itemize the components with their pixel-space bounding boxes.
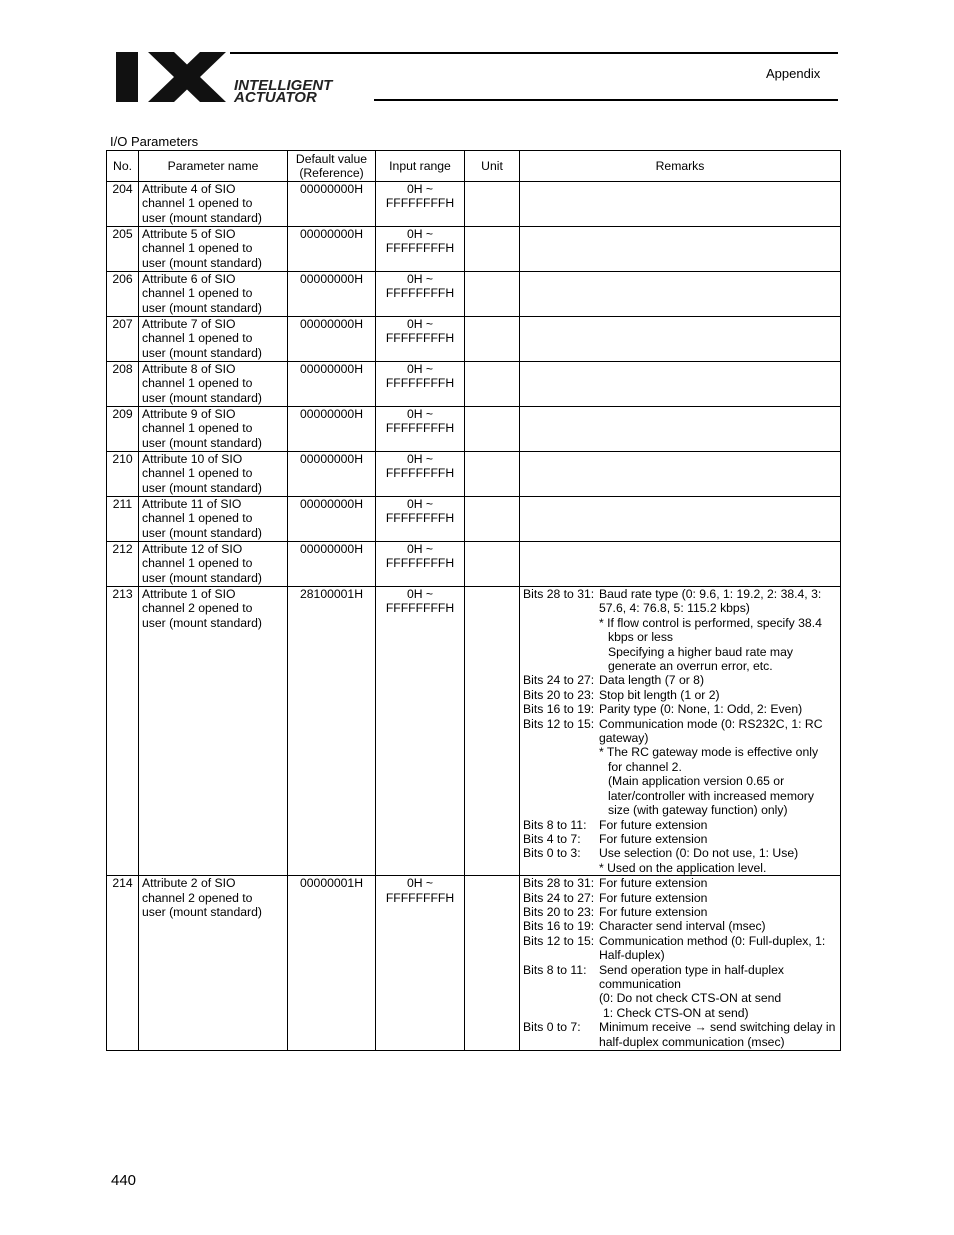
range-line: 0H ~ [406,227,434,241]
io-parameters-table [106,150,841,1051]
cell-default-value: 00000000H [288,182,376,227]
remark-line [523,659,837,673]
cell-default-value: 00000000H [288,497,376,542]
name-line: channel 2 opened to [142,601,253,616]
cell-remarks [520,362,841,407]
cell-input-range [376,227,465,272]
remark-bits [523,991,599,1005]
name-line: Attribute 6 of SIO [142,272,236,286]
cell-unit [465,542,520,587]
remark-line [523,702,837,716]
table-row [107,227,841,272]
header-default-line2: (Reference) [299,166,364,180]
cell-input-range [376,182,465,227]
table-header-row [107,151,841,182]
name-line: user (mount standard) [142,435,262,450]
name-line: user (mount standard) [142,390,262,405]
cell-remarks [520,452,841,497]
range-line: 0H ~ [406,876,434,891]
ix-logo [114,52,398,104]
name-line: Attribute 1 of SIO [142,587,236,601]
remark-line [523,876,837,890]
cell-unit [465,227,520,272]
cell-default-value: 00000001H [288,876,376,1051]
remark-text: Minimum receive → send switching delay in half-duplex communication (msec) [599,1020,836,1049]
range-line: 0H ~ [406,317,434,331]
remark-line [523,1020,837,1049]
remark-text: Baud rate type (0: 9.6, 1: 19.2, 2: 38.4, 3: 57.6, 4: 76.8, 5: 115.2 kbps) [599,587,822,616]
name-line: channel 1 opened to [142,331,253,346]
range-line: FFFFFFFFH [385,466,455,481]
remark-bits [523,659,599,673]
table-row [107,876,841,1051]
remark-bits: Bits 28 to 31: [523,587,595,601]
cell-parameter-name [139,542,288,587]
remark-line [523,789,837,803]
remark-bits [523,1006,599,1020]
remark-bits: Bits 12 to 15: [523,716,595,731]
cell-input-range [376,542,465,587]
remark-line [523,688,837,702]
remark-text: * If flow control is performed, specify 38.4 [599,615,822,630]
remark-line [523,861,837,875]
range-line: 0H ~ [406,407,434,421]
remark-text: Send operation type in half-duplex communication [599,962,784,991]
cell-parameter-name [139,587,288,876]
range-line: 0H ~ [406,587,434,601]
header-rule-top [230,52,838,54]
remark-bits [523,774,599,788]
name-line: Attribute 11 of SIO [142,497,242,511]
name-line: user (mount standard) [142,525,262,540]
remark-text: for channel 2. [608,759,682,774]
remark-line [523,645,837,659]
range-line: 0H ~ [406,182,434,196]
cell-unit [465,587,520,876]
section-label: Appendix [766,66,821,81]
remark-line [523,717,837,746]
range-line: FFFFFFFFH [385,511,455,526]
cell-remarks [520,317,841,362]
cell-parameter-name [139,407,288,452]
remark-text: Use selection (0: Do not use, 1: Use) [599,846,799,861]
table-row [107,452,841,497]
remark-text: For future extension [599,831,708,846]
cell-input-range [376,272,465,317]
header-no: No. [107,151,139,182]
remark-line [523,818,837,832]
cell-parameter-name [139,182,288,227]
page-number: 440 [111,1172,137,1189]
logo-i-bar [116,52,138,102]
remark-text: Stop bit length (1 or 2) [599,687,720,702]
remark-line [523,616,837,630]
range-line: 0H ~ [406,362,434,376]
name-line: Attribute 12 of SIO [142,542,243,556]
cell-input-range [376,317,465,362]
remark-bits: Bits 20 to 23: [523,687,595,702]
remark-text: kbps or less [608,630,674,645]
remark-line [523,774,837,788]
cell-input-range [376,362,465,407]
logo-brand-line2: ACTUATOR [234,89,317,104]
cell-remarks [520,497,841,542]
name-line: user (mount standard) [142,570,262,585]
cell-remarks [520,182,841,227]
logo-brand-line1: INTELLIGENT [234,77,333,94]
name-line: Attribute 7 of SIO [142,317,236,331]
range-line: 0H ~ [406,542,434,556]
name-line: user (mount standard) [142,615,262,630]
table-row [107,542,841,587]
table-row [107,272,841,317]
remark-text: Communication mode (0: RS232C, 1: RC gateway) [599,716,823,746]
name-line: user (mount standard) [142,210,262,225]
remark-text: Specifying a higher baud rate may [608,644,793,659]
remark-bits: Bits 0 to 3: [523,846,581,861]
cell-unit [465,182,520,227]
remark-bits: Bits 16 to 19: [523,702,595,717]
header-default-line1: Default value [295,151,368,166]
cell-input-range [376,587,465,876]
remark-text: For future extension [599,817,708,832]
name-line: user (mount standard) [142,480,262,495]
remark-text: (0: Do not check CTS-ON at send [599,991,782,1006]
range-line: FFFFFFFFH [385,890,455,905]
remark-text: Data length (7 or 8) [599,673,705,688]
cell-unit [465,876,520,1051]
range-line: FFFFFFFFH [385,421,455,436]
range-line: FFFFFFFFH [385,196,455,211]
header-parameter-name: Parameter name [139,151,288,182]
range-line: 0H ~ [406,497,434,511]
remark-line [523,630,837,644]
remark-bits: Bits 8 to 11: [523,962,587,977]
cell-no: 209 [107,407,139,452]
header-default-value [288,151,376,182]
name-line: channel 2 opened to [142,890,253,905]
cell-unit [465,272,520,317]
remark-line [523,803,837,817]
remark-text: For future extension [599,890,708,905]
name-line: channel 1 opened to [142,286,253,301]
cell-no: 213 [107,587,139,876]
cell-parameter-name [139,362,288,407]
range-line: FFFFFFFFH [385,556,455,571]
cell-unit [465,497,520,542]
remark-text: * The RC gateway mode is effective only [599,745,819,760]
cell-parameter-name [139,272,288,317]
cell-no: 205 [107,227,139,272]
name-line: Attribute 9 of SIO [142,407,236,421]
cell-unit [465,317,520,362]
cell-unit [465,452,520,497]
cell-no: 214 [107,876,139,1051]
name-line: channel 1 opened to [142,556,253,571]
name-line: channel 1 opened to [142,196,253,211]
header-input-range: Input range [376,151,465,182]
remark-bits: Bits 24 to 27: [523,890,595,905]
cell-no: 208 [107,362,139,407]
remark-line [523,760,837,774]
name-line: channel 1 opened to [142,241,253,256]
name-line: Attribute 8 of SIO [142,362,236,376]
remark-text: generate an overrun error, etc. [608,659,773,674]
remark-text: For future extension [599,876,708,891]
cell-remarks [520,587,841,876]
name-line: user (mount standard) [142,904,262,919]
cell-parameter-name [139,227,288,272]
range-line: FFFFFFFFH [385,286,455,301]
remark-bits [523,789,599,803]
remark-line [523,745,837,759]
name-line: channel 1 opened to [142,511,253,526]
remark-line [523,919,837,933]
cell-remarks [520,227,841,272]
remark-line [523,891,837,905]
cell-remarks [520,876,841,1051]
remark-bits: Bits 24 to 27: [523,673,595,688]
remark-bits: Bits 0 to 7: [523,1020,581,1035]
remark-line [523,673,837,687]
remark-bits [523,803,599,817]
range-line: FFFFFFFFH [385,241,455,256]
remark-bits: Bits 8 to 11: [523,817,587,832]
remark-line [523,587,837,616]
name-line: user (mount standard) [142,345,262,360]
remark-bits [523,630,599,644]
cell-remarks [520,407,841,452]
remark-text: 1: Check CTS-ON at send) [603,1005,749,1020]
remark-bits: Bits 12 to 15: [523,933,595,948]
cell-no: 212 [107,542,139,587]
table-row [107,497,841,542]
remark-line [523,934,837,963]
cell-input-range [376,497,465,542]
cell-input-range [376,876,465,1051]
cell-default-value: 00000000H [288,452,376,497]
remark-bits: Bits 28 to 31: [523,876,595,891]
name-line: channel 1 opened to [142,466,253,481]
remark-bits: Bits 4 to 7: [523,831,581,846]
table-row [107,182,841,227]
cell-default-value: 00000000H [288,317,376,362]
cell-input-range [376,452,465,497]
remark-line [523,905,837,919]
cell-parameter-name [139,876,288,1051]
cell-remarks [520,272,841,317]
range-line: FFFFFFFFH [385,376,455,391]
cell-parameter-name [139,497,288,542]
remark-line [523,1006,837,1020]
table-row [107,317,841,362]
cell-default-value: 00000000H [288,362,376,407]
cell-default-value: 00000000H [288,542,376,587]
table-title: I/O Parameters [110,134,199,149]
remark-bits [523,645,599,659]
table-body [107,182,841,1051]
cell-no: 211 [107,497,139,542]
cell-input-range [376,407,465,452]
remark-bits: Bits 16 to 19: [523,919,595,934]
name-line: user (mount standard) [142,255,262,270]
cell-remarks [520,542,841,587]
cell-unit [465,407,520,452]
remark-bits: Bits 20 to 23: [523,904,595,919]
range-line: FFFFFFFFH [385,331,455,346]
remark-bits [523,745,599,759]
cell-no: 210 [107,452,139,497]
name-line: Attribute 4 of SIO [142,182,236,196]
cell-no: 206 [107,272,139,317]
remark-line [523,963,837,992]
name-line: Attribute 2 of SIO [142,876,236,891]
header-unit: Unit [465,151,520,182]
remark-bits [523,861,599,875]
remark-line [523,991,837,1005]
remark-text: Parity type (0: None, 1: Odd, 2: Even) [599,702,803,717]
table-row [107,362,841,407]
cell-no: 207 [107,317,139,362]
header-rule-bottom [374,99,838,101]
name-line: user (mount standard) [142,300,262,315]
name-line: Attribute 10 of SIO [142,452,243,466]
name-line: Attribute 5 of SIO [142,227,236,241]
remark-bits [523,616,599,630]
remark-text: size (with gateway function) only) [608,803,788,818]
table-row [107,587,841,876]
header-remarks: Remarks [520,151,841,182]
name-line: channel 1 opened to [142,376,253,391]
cell-parameter-name [139,317,288,362]
remark-bits [523,760,599,774]
cell-no: 204 [107,182,139,227]
remark-line [523,832,837,846]
remark-line [523,846,837,860]
remark-text: (Main application version 0.65 or [608,774,785,789]
range-line: FFFFFFFFH [385,601,455,616]
cell-default-value: 00000000H [288,227,376,272]
remark-text: For future extension [599,904,708,919]
cell-default-value: 00000000H [288,272,376,317]
cell-default-value: 00000000H [288,407,376,452]
remark-text: * Used on the application level. [599,860,767,875]
cell-parameter-name [139,452,288,497]
range-line: 0H ~ [406,272,434,286]
name-line: channel 1 opened to [142,421,253,436]
remark-text: Character send interval (msec) [599,919,766,934]
cell-unit [465,362,520,407]
range-line: 0H ~ [406,452,434,466]
remark-text: later/controller with increased memory [608,788,814,803]
table-row [107,407,841,452]
remark-text: Communication method (0: Full-duplex, 1: Half-duplex) [599,933,826,963]
cell-default-value: 28100001H [288,587,376,876]
